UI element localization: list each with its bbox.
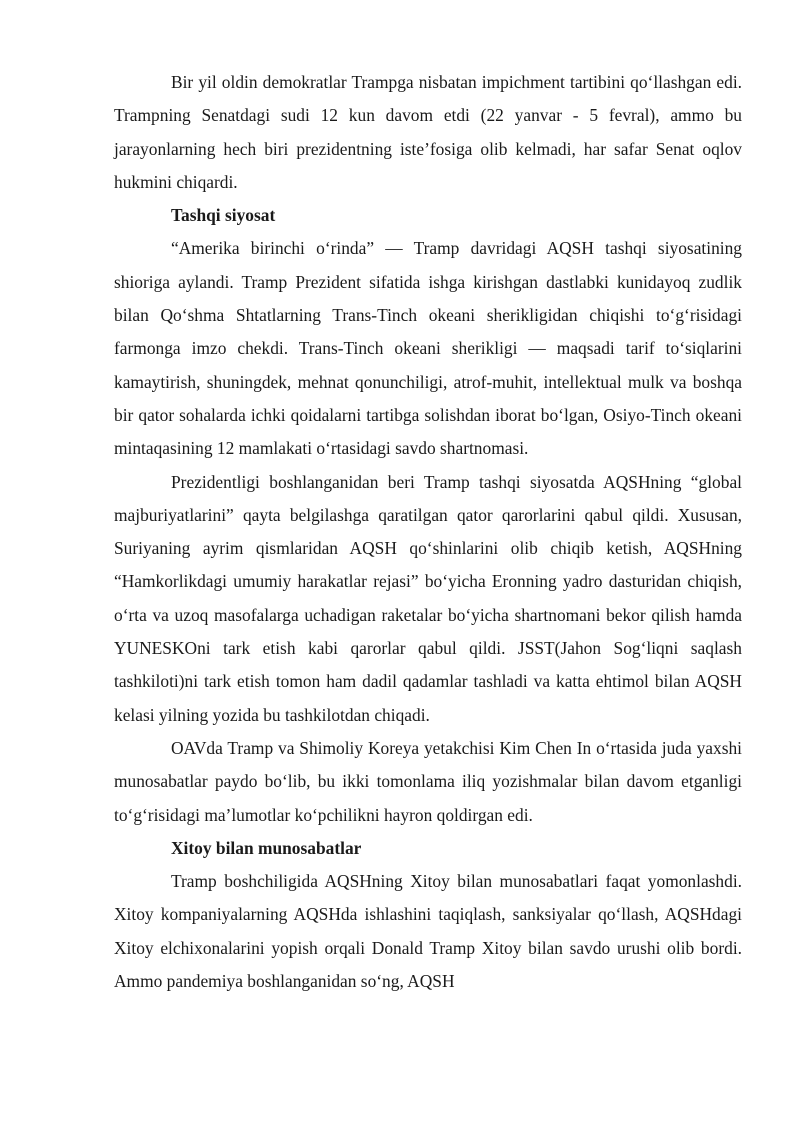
paragraph-global-commitments: Prezidentligi boshlanganidan beri Tramp tashqi siyosatda AQSHning “global majburiyatlarini” qayta belgilashga qaratilgan qator qarorlarini qabul qildi. Xususan, Suriyaning ayrim qismlaridan AQSH qo‘shinlarini olib chiqib ketish, AQSHning “Hamkorlikdagi umumiy harakatlar rejasi” bo‘yicha Eronning yadro dasturidan chiqish, o‘rta va uzoq masofalarga uchadigan raketalar bo‘yicha shartnomani bekor qilish hamda YUNESKOni tark etish kabi qarorlar qabul qildi. JSST(Jahon Sog‘liqni saqlash tashkiloti)ni tark etish tomon ham dadil qadamlar tashladi va katta ehtimol bilan AQSH kelasi yilning yozida bu tashkilotdan chiqadi. <box>114 471 742 725</box>
paragraph-north-korea: OAVda Tramp va Shimoliy Koreya yetakchisi Kim Chen In o‘rtasida juda yaxshi munosabatlar paydo bo‘lib, bu ikki tomonlama iliq yozishmalar bilan davom etganligi to‘g‘risidagi ma’lumotlar ko‘pchilikni hayron qoldirgan edi. <box>114 737 742 825</box>
heading-china-relations: Xitoy bilan munosabatlar <box>171 837 362 858</box>
heading-foreign-policy: Tashqi siyosat <box>171 205 276 226</box>
paragraph-impeachment: Bir yil oldin demokratlar Trampga nisbatan impichment tartibini qo‘llashgan edi. Trampning Senatdagi sudi 12 kun davom etdi (22 yanvar - 5 fevral), ammo bu jarayonlarning hech biri prezidentning iste’fosiga olib kelmadi, har safar Senat oqlov hukmini chiqardi. <box>114 72 742 192</box>
document-body <box>114 66 742 998</box>
paragraph-china: Tramp boshchiligida AQSHning Xitoy bilan munosabatlari faqat yomonlashdi. Xitoy kompaniyalarning AQSHda ishlashini taqiqlash, sanksiyalar qo‘llash, AQSHdagi Xitoy elchixonalarini yopish orqali Donald Tramp Xitoy bilan savdo urushi olib bordi. Ammo pandemiya boshlanganidan so‘ng, AQSH <box>114 871 742 992</box>
paragraph-america-first: “Amerika birinchi o‘rinda” — Tramp davridagi AQSH tashqi siyosatining shioriga aylandi. Tramp Prezident sifatida ishga kirishgan dastlabki kunidayoq zudlik bilan Qo‘shma Shtatlarning Trans-Tinch okeani sherikligidan chiqishi to‘g‘risidagi farmonga imzo chekdi. Trans-Tinch okeani sherikligi — maqsadi tarif to‘siqlarini kamaytirish, shuningdek, mehnat qonunchiligi, atrof-muhit, intellektual mulk va boshqa bir qator sohalarda ichki qoidalarni tartibga solishdan iborat bo‘lgan, Osiyo-Tinch okeani mintaqasining 12 mamlakati o‘rtasidagi savdo shartnomasi. <box>114 238 742 459</box>
